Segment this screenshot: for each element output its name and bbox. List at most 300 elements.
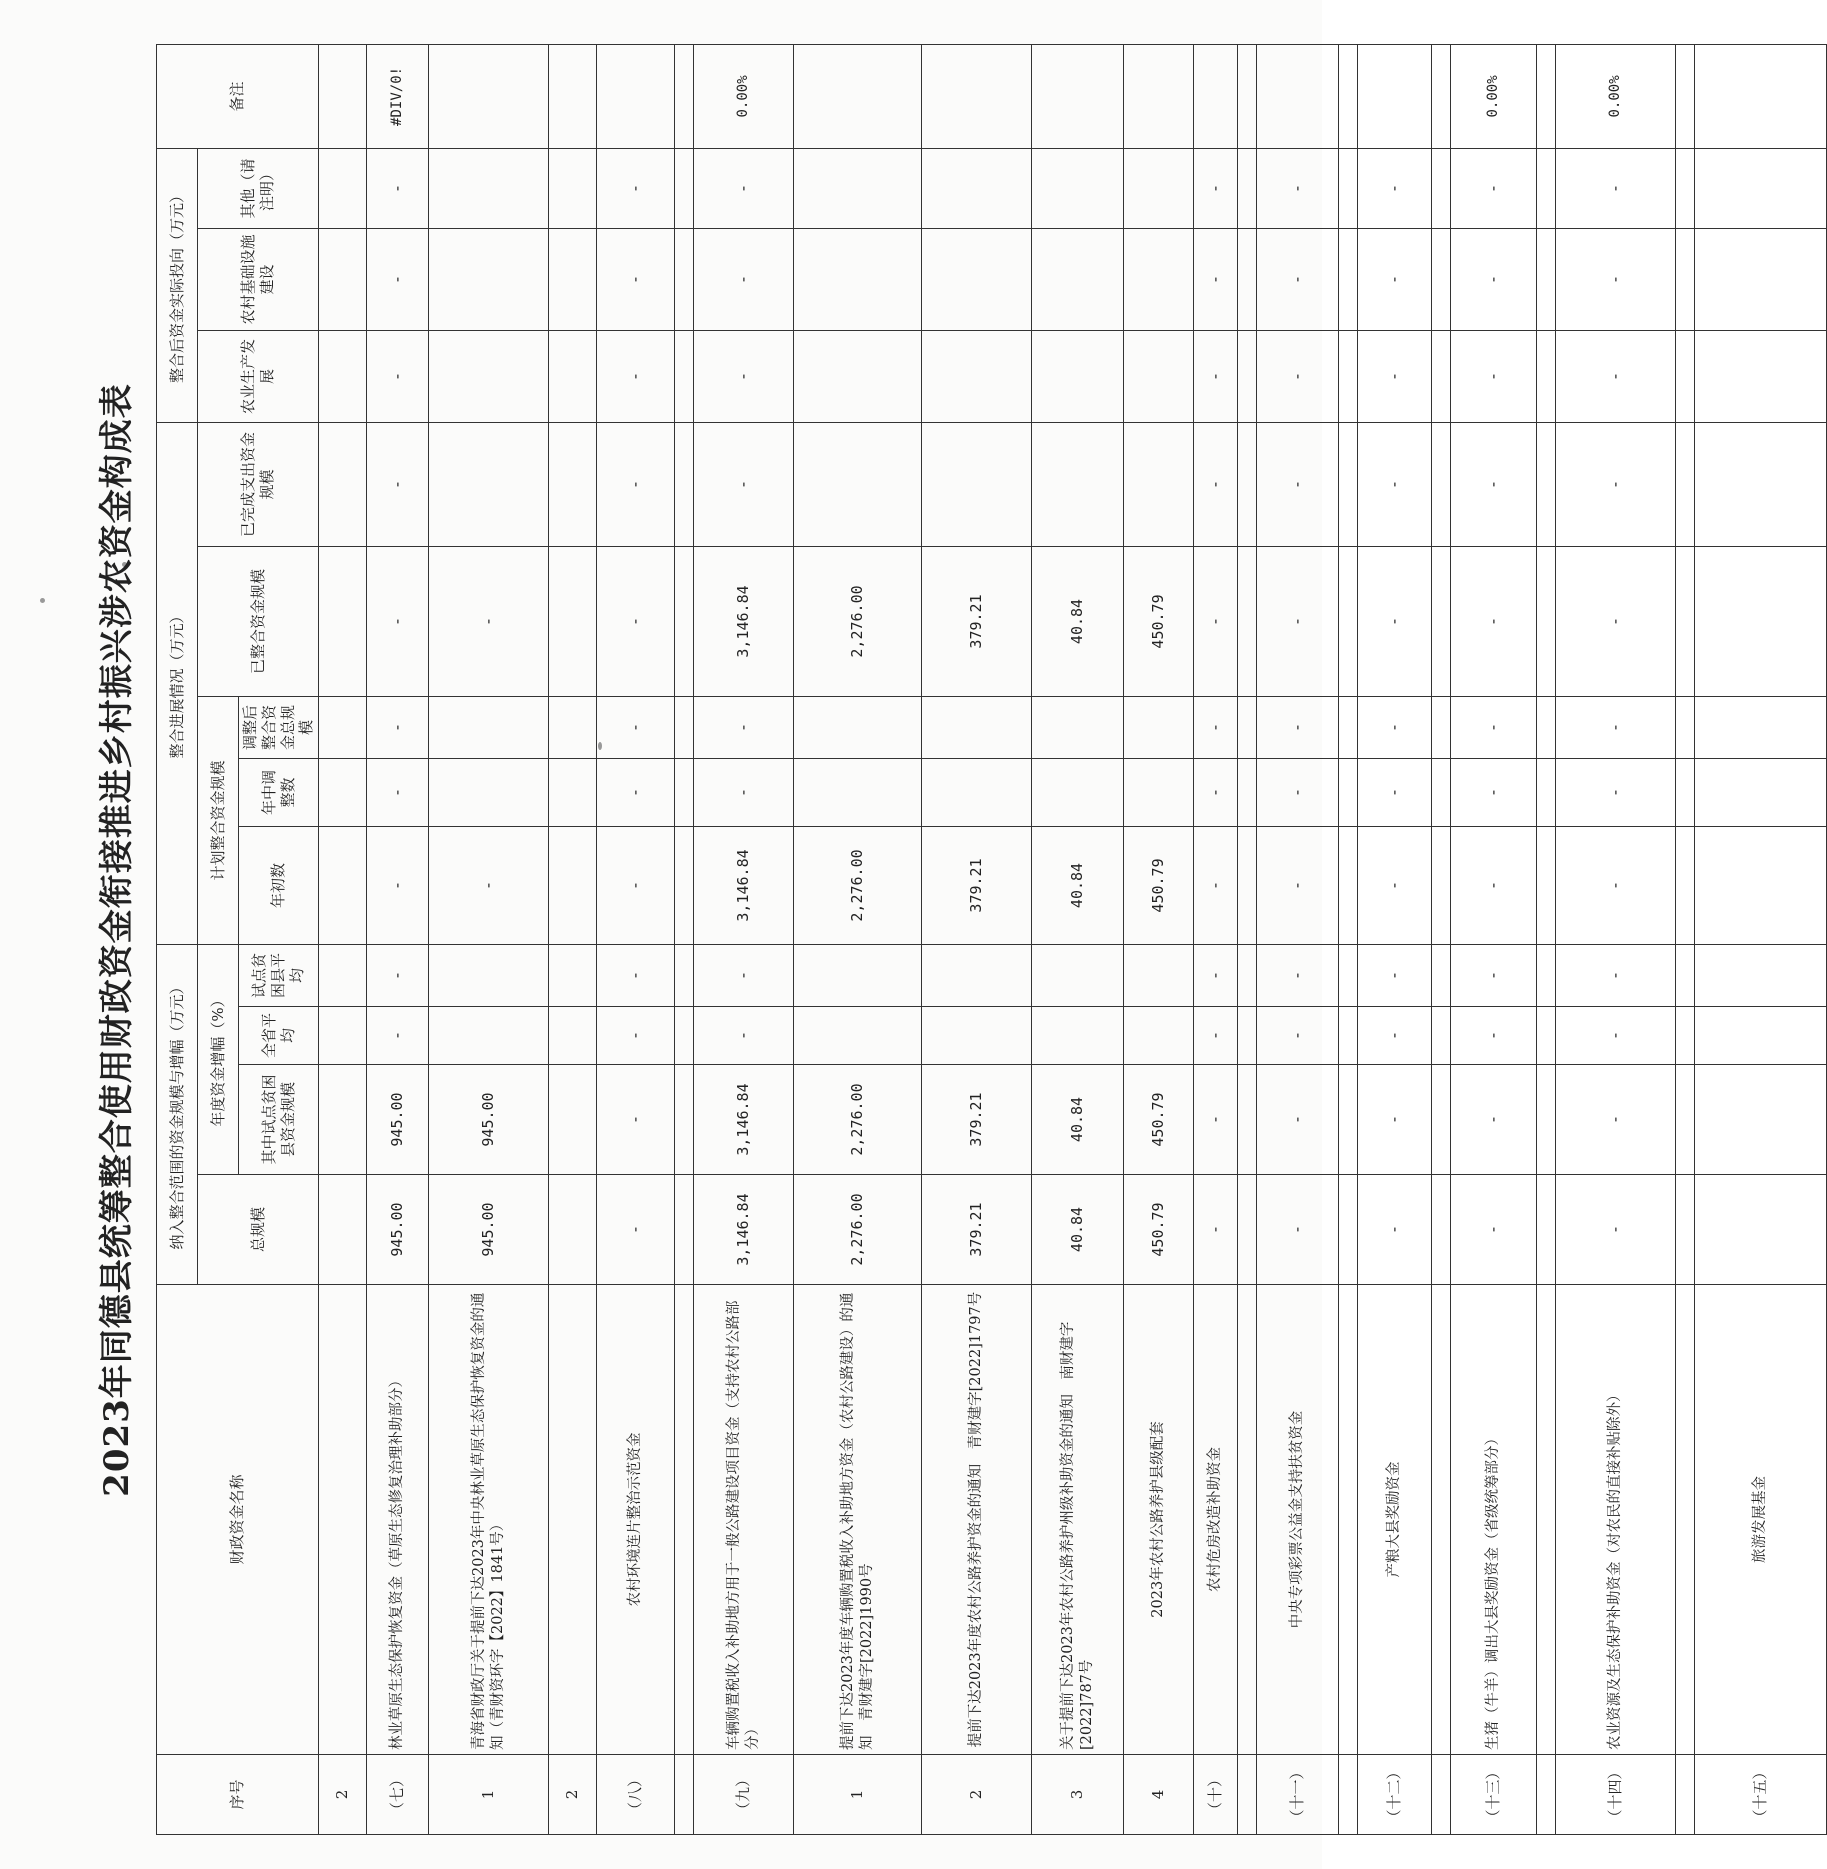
spacer-cell (675, 422, 694, 546)
row-seq: 3 (1032, 1755, 1124, 1835)
spacer-cell (1238, 1065, 1257, 1175)
row-seq: （十一） (1257, 1755, 1339, 1835)
header-remark: 备注 (157, 44, 319, 148)
spacer-cell (1537, 422, 1556, 546)
cell-start: - (1358, 826, 1432, 944)
cell-prov (319, 1007, 367, 1065)
cell-spent (794, 422, 922, 546)
cell-mid (1124, 758, 1194, 826)
header-prov-avg: 全省平均 (239, 1007, 319, 1065)
row-fund-name (319, 1285, 367, 1755)
spacer-cell (1339, 1065, 1358, 1175)
spacer-cell (1537, 1065, 1556, 1175)
cell-total: 3,146.84 (694, 1175, 794, 1285)
cell-infra: - (1451, 228, 1537, 330)
cell-integ: - (597, 546, 675, 696)
spacer-cell (1339, 1007, 1358, 1065)
spacer-cell (1339, 228, 1358, 330)
cell-spent: - (1556, 422, 1676, 546)
table-row (549, 44, 597, 1834)
spacer-cell (1432, 228, 1451, 330)
cell-start: - (597, 826, 675, 944)
spacer-cell (1339, 826, 1358, 944)
row-seq: （十五） (1695, 1755, 1827, 1835)
cell-total (319, 1175, 367, 1285)
spacer-cell (1676, 228, 1695, 330)
row-fund-name: 产粮大县奖励资金 (1358, 1285, 1432, 1755)
cell-adj: - (367, 696, 429, 758)
cell-cavg (319, 944, 367, 1006)
cell-adj (794, 696, 922, 758)
spacer-cell (675, 228, 694, 330)
cell-total (549, 1175, 597, 1285)
cell-remark: 0.00% (1556, 44, 1676, 148)
cell-prov: - (1358, 1007, 1432, 1065)
cell-other: - (1556, 148, 1676, 228)
spacer-cell (1537, 1175, 1556, 1285)
table-row (1124, 44, 1194, 1834)
cell-adj (319, 696, 367, 758)
cell-agri (1032, 330, 1124, 422)
cell-remark: 0.00% (694, 44, 794, 148)
cell-prov (1032, 1007, 1124, 1065)
cell-integ (319, 546, 367, 696)
cell-spent (319, 422, 367, 546)
spacer-cell (1432, 148, 1451, 228)
cell-remark (1032, 44, 1124, 148)
spacer-cell (675, 944, 694, 1006)
spacer-cell (1238, 944, 1257, 1006)
cell-total: - (1556, 1175, 1676, 1285)
spacer-cell (1339, 1755, 1358, 1835)
spacer-cell (1238, 1755, 1257, 1835)
cell-infra (549, 228, 597, 330)
row-seq: （七） (367, 1755, 429, 1835)
spacer-cell (1432, 546, 1451, 696)
cell-adj: - (597, 696, 675, 758)
cell-total: 2,276.00 (794, 1175, 922, 1285)
spacer-cell (1676, 1175, 1695, 1285)
header-other: 其他（请注明） (198, 148, 319, 228)
spacer-cell (675, 1755, 694, 1835)
cell-start: - (1451, 826, 1537, 944)
spacer-cell (1676, 330, 1695, 422)
header-after-adjust: 调整后整合资金总规模 (239, 696, 319, 758)
cell-infra (1695, 228, 1827, 330)
cell-other: - (1257, 148, 1339, 228)
cell-prov (794, 1007, 922, 1065)
row-fund-name: 2023年农村公路养护县级配套 (1124, 1285, 1194, 1755)
cell-spent (1032, 422, 1124, 546)
row-fund-name: 车辆购置税收入补助地方用于一般公路建设项目资金（支持农村公路部分） (694, 1285, 794, 1755)
spacer-row (1432, 44, 1451, 1834)
cell-county: 379.21 (922, 1065, 1032, 1175)
cell-agri (549, 330, 597, 422)
table-row (367, 44, 429, 1834)
row-fund-name: 提前下达2023年度农村公路养护资金的通知 青财建字[2022]1797号 (922, 1285, 1032, 1755)
header-name: 财政资金名称 (157, 1285, 319, 1755)
cell-adj (1695, 696, 1827, 758)
cell-cavg: - (1257, 944, 1339, 1006)
cell-integ: 40.84 (1032, 546, 1124, 696)
header-integrated: 已整合资金规模 (198, 546, 319, 696)
cell-agri: - (694, 330, 794, 422)
cell-spent: - (1194, 422, 1238, 546)
cell-other (429, 148, 549, 228)
cell-total: - (1358, 1175, 1432, 1285)
cell-cavg: - (597, 944, 675, 1006)
header-infra: 农村基础设施建设 (198, 228, 319, 330)
spacer-cell (1432, 1285, 1451, 1755)
header-spent: 已完成支出资金规模 (198, 422, 319, 546)
cell-integ: - (1451, 546, 1537, 696)
cell-total: - (597, 1175, 675, 1285)
spacer-cell (1676, 422, 1695, 546)
spacer-cell (1238, 44, 1257, 148)
cell-agri (922, 330, 1032, 422)
spacer-row (675, 44, 694, 1834)
cell-remark (1124, 44, 1194, 148)
cell-county (549, 1065, 597, 1175)
cell-remark (549, 44, 597, 148)
spacer-cell (1238, 228, 1257, 330)
cell-total: 450.79 (1124, 1175, 1194, 1285)
spacer-cell (1432, 696, 1451, 758)
cell-integ: 2,276.00 (794, 546, 922, 696)
cell-remark (794, 44, 922, 148)
spacer-cell (1432, 1175, 1451, 1285)
cell-prov: - (1451, 1007, 1537, 1065)
row-fund-name: 农业资源及生态保护补助资金（对农民的直接补贴除外） (1556, 1285, 1676, 1755)
cell-total: - (1451, 1175, 1537, 1285)
cell-integ (1695, 546, 1827, 696)
spacer-cell (1339, 148, 1358, 228)
page-title: 2023年同德县统筹整合使用财政资金衔接推进乡村振兴涉农资金构成表 (97, 383, 137, 1497)
spacer-cell (675, 758, 694, 826)
spacer-cell (675, 330, 694, 422)
cell-start: 40.84 (1032, 826, 1124, 944)
cell-adj (429, 696, 549, 758)
cell-adj: - (1451, 696, 1537, 758)
cell-county: - (1451, 1065, 1537, 1175)
spacer-cell (1238, 696, 1257, 758)
cell-mid (319, 758, 367, 826)
cell-mid: - (1194, 758, 1238, 826)
cell-adj (549, 696, 597, 758)
header-annual-group: 年度资金增幅（%） (198, 944, 239, 1174)
spacer-cell (1339, 546, 1358, 696)
cell-cavg: - (694, 944, 794, 1006)
cell-prov (1124, 1007, 1194, 1065)
table-row (429, 44, 549, 1834)
cell-total: 40.84 (1032, 1175, 1124, 1285)
cell-mid: - (694, 758, 794, 826)
spacer-cell (1537, 944, 1556, 1006)
header-mid-adjust: 年中调整数 (239, 758, 319, 826)
table-row (319, 44, 367, 1834)
spacer-cell (1537, 758, 1556, 826)
cell-cavg: - (1451, 944, 1537, 1006)
table-row (1451, 44, 1537, 1834)
cell-mid: - (597, 758, 675, 826)
cell-mid (794, 758, 922, 826)
spacer-cell (1238, 422, 1257, 546)
cell-prov: - (1556, 1007, 1676, 1065)
cell-cavg (429, 944, 549, 1006)
cell-county: 945.00 (429, 1065, 549, 1175)
cell-start: - (1257, 826, 1339, 944)
cell-county: 945.00 (367, 1065, 429, 1175)
spacer-cell (1432, 1755, 1451, 1835)
cell-remark: #DIV/0! (367, 44, 429, 148)
row-fund-name: 关于提前下达2023年农村公路养护州级补助资金的通知 南财建字[2022]787号 (1032, 1285, 1124, 1755)
spacer-cell (1676, 148, 1695, 228)
cell-county: 40.84 (1032, 1065, 1124, 1175)
cell-integ: - (1556, 546, 1676, 696)
cell-agri: - (1451, 330, 1537, 422)
row-seq: 4 (1124, 1755, 1194, 1835)
cell-other (1695, 148, 1827, 228)
cell-remark (429, 44, 549, 148)
cell-remark (1257, 44, 1339, 148)
cell-mid (922, 758, 1032, 826)
spacer-cell (1537, 1755, 1556, 1835)
cell-agri: - (1556, 330, 1676, 422)
cell-adj (1124, 696, 1194, 758)
spacer-cell (675, 1175, 694, 1285)
cell-prov: - (597, 1007, 675, 1065)
cell-county: - (1358, 1065, 1432, 1175)
spacer-cell (1432, 758, 1451, 826)
cell-prov: - (1257, 1007, 1339, 1065)
spacer-cell (1432, 944, 1451, 1006)
spacer-cell (675, 1007, 694, 1065)
cell-spent: - (367, 422, 429, 546)
spacer-cell (1339, 1285, 1358, 1755)
spacer-cell (1238, 826, 1257, 944)
cell-county: - (597, 1065, 675, 1175)
spacer-cell (1537, 826, 1556, 944)
table-row (1257, 44, 1339, 1834)
table-row (794, 44, 922, 1834)
cell-infra (922, 228, 1032, 330)
cell-spent (1695, 422, 1827, 546)
spacer-cell (1432, 44, 1451, 148)
spacer-cell (1238, 1175, 1257, 1285)
cell-agri: - (367, 330, 429, 422)
spacer-cell (1339, 44, 1358, 148)
cell-other: - (694, 148, 794, 228)
cell-spent (922, 422, 1032, 546)
spacer-row (1238, 44, 1257, 1834)
cell-infra (1032, 228, 1124, 330)
scan-speck (40, 598, 45, 603)
cell-adj: - (1556, 696, 1676, 758)
spacer-cell (1676, 944, 1695, 1006)
table-row (1032, 44, 1124, 1834)
row-seq: 2 (549, 1755, 597, 1835)
spacer-cell (1432, 1007, 1451, 1065)
cell-total: - (1257, 1175, 1339, 1285)
cell-prov (429, 1007, 549, 1065)
cell-remark (1695, 44, 1827, 148)
spacer-cell (1432, 422, 1451, 546)
cell-infra: - (1257, 228, 1339, 330)
cell-cavg (922, 944, 1032, 1006)
cell-total: 945.00 (367, 1175, 429, 1285)
cell-spent: - (1451, 422, 1537, 546)
cell-prov: - (694, 1007, 794, 1065)
cell-other (922, 148, 1032, 228)
cell-other: - (1194, 148, 1238, 228)
spacer-cell (1676, 696, 1695, 758)
cell-adj: - (1257, 696, 1339, 758)
cell-other (794, 148, 922, 228)
table-row (694, 44, 794, 1834)
cell-infra: - (597, 228, 675, 330)
cell-cavg (549, 944, 597, 1006)
cell-integ: 3,146.84 (694, 546, 794, 696)
cell-start: 3,146.84 (694, 826, 794, 944)
cell-infra (794, 228, 922, 330)
cell-agri (1695, 330, 1827, 422)
row-fund-name: 旅游发展基金 (1695, 1285, 1827, 1755)
cell-start (319, 826, 367, 944)
cell-cavg: - (1358, 944, 1432, 1006)
cell-start (1695, 826, 1827, 944)
cell-agri (1124, 330, 1194, 422)
row-seq: 2 (922, 1755, 1032, 1835)
cell-integ: 379.21 (922, 546, 1032, 696)
spacer-cell (675, 1065, 694, 1175)
cell-integ: - (429, 546, 549, 696)
cell-remark (597, 44, 675, 148)
cell-other (549, 148, 597, 228)
cell-start: 450.79 (1124, 826, 1194, 944)
cell-county: - (1194, 1065, 1238, 1175)
cell-total: - (1194, 1175, 1238, 1285)
cell-integ: - (367, 546, 429, 696)
rotated-sheet (86, 45, 1770, 1835)
spacer-cell (1537, 228, 1556, 330)
cell-agri (794, 330, 922, 422)
cell-adj: - (1194, 696, 1238, 758)
cell-infra (1124, 228, 1194, 330)
row-fund-name: 农村环境连片整治示范资金 (597, 1285, 675, 1755)
header-agri: 农业生产发展 (198, 330, 319, 422)
spacer-cell (1537, 330, 1556, 422)
cell-agri: - (1358, 330, 1432, 422)
spacer-cell (1537, 44, 1556, 148)
spacer-cell (675, 44, 694, 148)
cell-adj (1032, 696, 1124, 758)
cell-integ (549, 546, 597, 696)
cell-adj: - (694, 696, 794, 758)
spacer-cell (1676, 1755, 1695, 1835)
cell-other: - (597, 148, 675, 228)
cell-cavg (1695, 944, 1827, 1006)
cell-other (1124, 148, 1194, 228)
cell-spent: - (694, 422, 794, 546)
spacer-cell (675, 696, 694, 758)
header-county-avg: 试点贫困县平均 (239, 944, 319, 1006)
table-body (319, 44, 1827, 1834)
spacer-cell (1537, 1285, 1556, 1755)
cell-mid (429, 758, 549, 826)
cell-spent: - (1257, 422, 1339, 546)
cell-integ: - (1358, 546, 1432, 696)
cell-start: - (429, 826, 549, 944)
cell-infra (429, 228, 549, 330)
cell-infra: - (1556, 228, 1676, 330)
table-row (597, 44, 675, 1834)
cell-county: 3,146.84 (694, 1065, 794, 1175)
cell-other (1032, 148, 1124, 228)
cell-prov: - (1194, 1007, 1238, 1065)
header-seq: 序号 (157, 1755, 319, 1835)
table-row (922, 44, 1032, 1834)
cell-agri: - (597, 330, 675, 422)
cell-other: - (1451, 148, 1537, 228)
cell-agri: - (1257, 330, 1339, 422)
cell-other: - (367, 148, 429, 228)
cell-other: - (1358, 148, 1432, 228)
row-fund-name: 林业草原生态保护恢复资金（草原生态修复治理补助部分） (367, 1285, 429, 1755)
cell-remark (922, 44, 1032, 148)
cell-integ: - (1257, 546, 1339, 696)
cell-remark (319, 44, 367, 148)
row-seq: （十） (1194, 1755, 1238, 1835)
cell-start: - (367, 826, 429, 944)
cell-spent (1124, 422, 1194, 546)
row-fund-name: 中央专项彩票公益金支持扶贫资金 (1257, 1285, 1339, 1755)
table-row (1358, 44, 1432, 1834)
spacer-cell (1238, 1285, 1257, 1755)
header-county-scale: 其中试点贫困县资金规模 (239, 1065, 319, 1175)
cell-cavg: - (1194, 944, 1238, 1006)
cell-infra: - (1358, 228, 1432, 330)
row-seq: 1 (429, 1755, 549, 1835)
spacer-row (1339, 44, 1358, 1834)
spacer-cell (1238, 1007, 1257, 1065)
spacer-cell (1676, 546, 1695, 696)
cell-start: 2,276.00 (794, 826, 922, 944)
spacer-cell (1339, 758, 1358, 826)
cell-adj: - (1358, 696, 1432, 758)
row-fund-name: 生猪（牛羊）调出大县奖励资金（省级统筹部分） (1451, 1285, 1537, 1755)
spacer-cell (675, 546, 694, 696)
header-progress-group: 整合进展情况（万元） (157, 422, 198, 944)
row-seq: （八） (597, 1755, 675, 1835)
spacer-cell (1339, 696, 1358, 758)
header-year-start: 年初数 (239, 826, 319, 944)
cell-spent (429, 422, 549, 546)
cell-county: 2,276.00 (794, 1065, 922, 1175)
cell-cavg (1124, 944, 1194, 1006)
cell-infra: - (694, 228, 794, 330)
funds-table (156, 44, 1827, 1835)
cell-cavg: - (367, 944, 429, 1006)
table-row (1556, 44, 1676, 1834)
spacer-cell (1537, 696, 1556, 758)
row-seq: （十三） (1451, 1755, 1537, 1835)
cell-mid: - (1257, 758, 1339, 826)
cell-integ: - (1194, 546, 1238, 696)
spacer-cell (1676, 1285, 1695, 1755)
spacer-cell (1432, 826, 1451, 944)
cell-infra: - (367, 228, 429, 330)
spacer-cell (1537, 1007, 1556, 1065)
